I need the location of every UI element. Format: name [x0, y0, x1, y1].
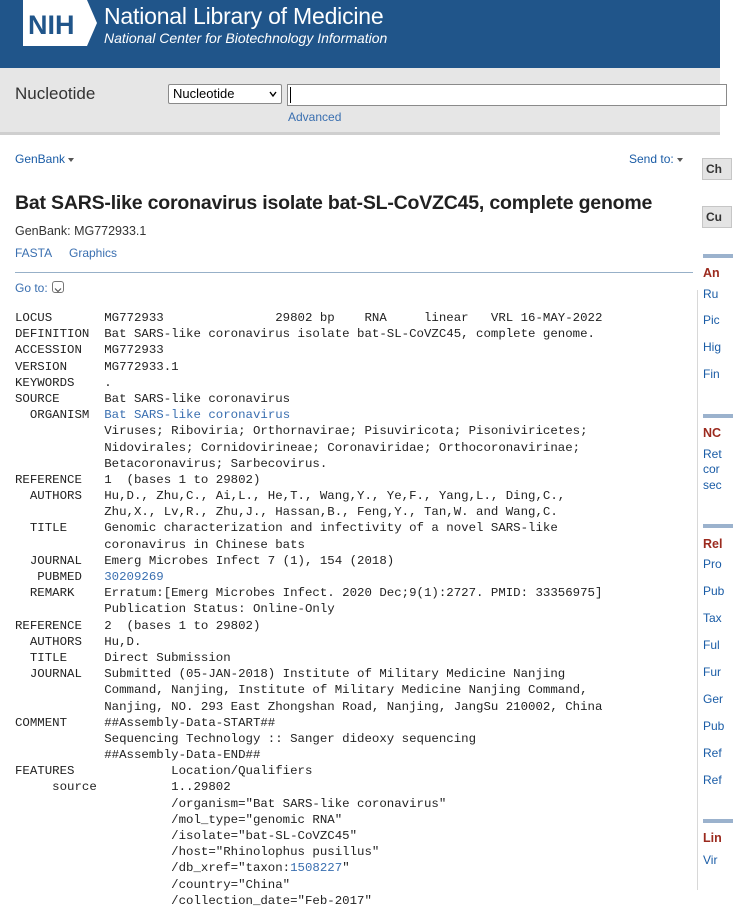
- database-label: Nucleotide: [15, 84, 96, 103]
- taxon-link[interactable]: 1508227: [290, 861, 343, 876]
- sidebar-link[interactable]: Fin: [703, 367, 720, 381]
- organism-label: ORGANISM: [15, 408, 105, 423]
- sidebar-link[interactable]: Hig: [703, 340, 722, 354]
- caret-down-icon: [677, 158, 683, 162]
- db-xref-suffix: ": [342, 861, 350, 876]
- organism-link[interactable]: Bat SARS-like coronavirus: [104, 408, 291, 423]
- pubmed-link[interactable]: 30209269: [104, 570, 164, 584]
- features-tail: /country="China" /collection_date="Feb-2017": [171, 877, 372, 908]
- graphics-link[interactable]: Graphics: [69, 246, 118, 260]
- site-subtitle[interactable]: National Center for Biotechnology Information: [104, 30, 388, 46]
- search-input[interactable]: [287, 84, 727, 106]
- search-bar: [0, 68, 720, 135]
- sidebar-link[interactable]: Vir: [703, 853, 718, 867]
- format-menu-label: GenBank: [15, 152, 66, 166]
- db-xref-prefix: /db_xref="taxon:: [15, 861, 291, 876]
- sidebar-heading: NC: [703, 426, 722, 440]
- text-cursor: [290, 87, 291, 103]
- caret-down-icon: [68, 158, 74, 162]
- comment-field: COMMENT ##Assembly-Data-START## Sequencing Technology :: Sanger dideoxy sequencing ##Assembly-Data-END##: [15, 715, 477, 763]
- source-field: SOURCE Bat SARS-like coronavirus: [15, 391, 291, 406]
- database-select-value: Nucleotide: [173, 86, 235, 101]
- sidebar-link[interactable]: Ref: [703, 746, 722, 760]
- sidebar-link[interactable]: Ret: [703, 447, 722, 461]
- nih-logo-text: NIH: [28, 10, 75, 40]
- nih-logo[interactable]: [23, 0, 97, 46]
- sidebar-button-1[interactable]: Ch: [702, 158, 732, 180]
- version-field: VERSION MG772933.1: [15, 359, 179, 374]
- genbank-record: [15, 310, 602, 909]
- reference-1: REFERENCE 1 (bases 1 to 29802) AUTHORS Hu,D., Zhu,C., Ai,L., He,T., Wang,Y., Ye,F., Yang,L., Ding,C., Zhu,X., Lv,R., Zhu,J., Hassan,B., Feng,Y., Tan,W. and Wang,C. TITLE Genomic characterization and infectivity of a novel SARS-like coronavirus in Chinese bats JOURNAL Emerg Microbes Infect 7 (1), 154 (2018): [15, 472, 566, 568]
- sidebar-link[interactable]: cor: [703, 462, 720, 476]
- sidebar-separator: [703, 819, 733, 823]
- sidebar-link[interactable]: Pub: [703, 719, 725, 733]
- sidebar-divider: [697, 290, 698, 890]
- taxonomy-lineage: Viruses; Riboviria; Orthornavirae; Pisuviricota; Pisoniviricetes; Nidovirales; Cornidovirineae; Coronaviridae; Orthocoronavirinae; Betacoronavirus; Sarbecovirus.: [104, 424, 588, 471]
- fasta-link[interactable]: FASTA: [15, 246, 53, 260]
- sidebar-link[interactable]: Ref: [703, 773, 722, 787]
- divider: [15, 272, 693, 273]
- sidebar-link[interactable]: Ger: [703, 692, 724, 706]
- sidebar-separator: [703, 524, 733, 528]
- sidebar-separator: [703, 414, 733, 418]
- page-title: Bat SARS-like coronavirus isolate bat-SL-CoVZC45, complete genome: [15, 192, 653, 214]
- send-to-menu[interactable]: [629, 152, 683, 166]
- sidebar-link[interactable]: Ful: [703, 638, 720, 652]
- sidebar-link[interactable]: Ru: [703, 287, 719, 301]
- reference-2: REFERENCE 2 (bases 1 to 29802) AUTHORS Hu,D. TITLE Direct Submission JOURNAL Submitted (05-JAN-2018) Institute of Military Medicine Nanjing Command, Nanjing, Institute of Military Medicine Nanjing Command, Nanjing, NO. 293 East Zhongshan Road, Nanjing, JangSu 210002, China: [15, 618, 603, 714]
- chevron-down-icon: [269, 90, 277, 98]
- remark-field: REMARK Erratum:[Emerg Microbes Infect. 2020 Dec;9(1):2727. PMID: 33356975] Publication Status: Online-Only: [29, 586, 603, 617]
- send-to-label: Send to:: [629, 152, 674, 166]
- sidebar-link[interactable]: Pub: [703, 584, 725, 598]
- features-table: FEATURES Location/Qualifiers source 1..29802 /organism="Bat SARS-like coronavirus" /mol_type="genomic RNA" /isolate="bat-SL-CoVZC45" /host="Rhinolophus pusillus": [15, 764, 447, 860]
- advanced-search-link[interactable]: Advanced: [288, 110, 342, 124]
- sidebar-link[interactable]: Pic: [703, 313, 720, 327]
- sidebar-heading: Lin: [703, 831, 722, 845]
- sidebar-heading: An: [703, 266, 720, 280]
- site-title[interactable]: National Library of Medicine: [104, 3, 384, 29]
- chevron-down-icon[interactable]: [52, 281, 64, 293]
- accession-line: GenBank: MG772933.1: [15, 224, 147, 238]
- sidebar-link[interactable]: Tax: [703, 611, 722, 625]
- accession-field: ACCESSION MG772933: [15, 343, 164, 358]
- sidebar-link[interactable]: Fur: [703, 665, 721, 679]
- database-select[interactable]: [168, 84, 282, 104]
- locus-line: LOCUS MG772933 29802 bp RNA linear VRL 16-MAY-2022: [15, 311, 603, 325]
- sidebar-heading: Rel: [703, 537, 723, 551]
- sidebar-separator: [703, 254, 733, 258]
- sidebar-button-2[interactable]: Cu: [702, 206, 732, 228]
- pubmed-label: PUBMED: [15, 570, 105, 584]
- goto-link[interactable]: Go to:: [15, 281, 48, 295]
- keywords-field: KEYWORDS .: [15, 375, 112, 390]
- definition-line: DEFINITION Bat SARS-like coronavirus isolate bat-SL-CoVZC45, complete genome.: [15, 327, 595, 342]
- nih-header: [0, 0, 720, 68]
- format-menu[interactable]: [15, 152, 74, 166]
- sidebar-link[interactable]: Pro: [703, 557, 722, 571]
- sidebar-link[interactable]: sec: [703, 478, 722, 492]
